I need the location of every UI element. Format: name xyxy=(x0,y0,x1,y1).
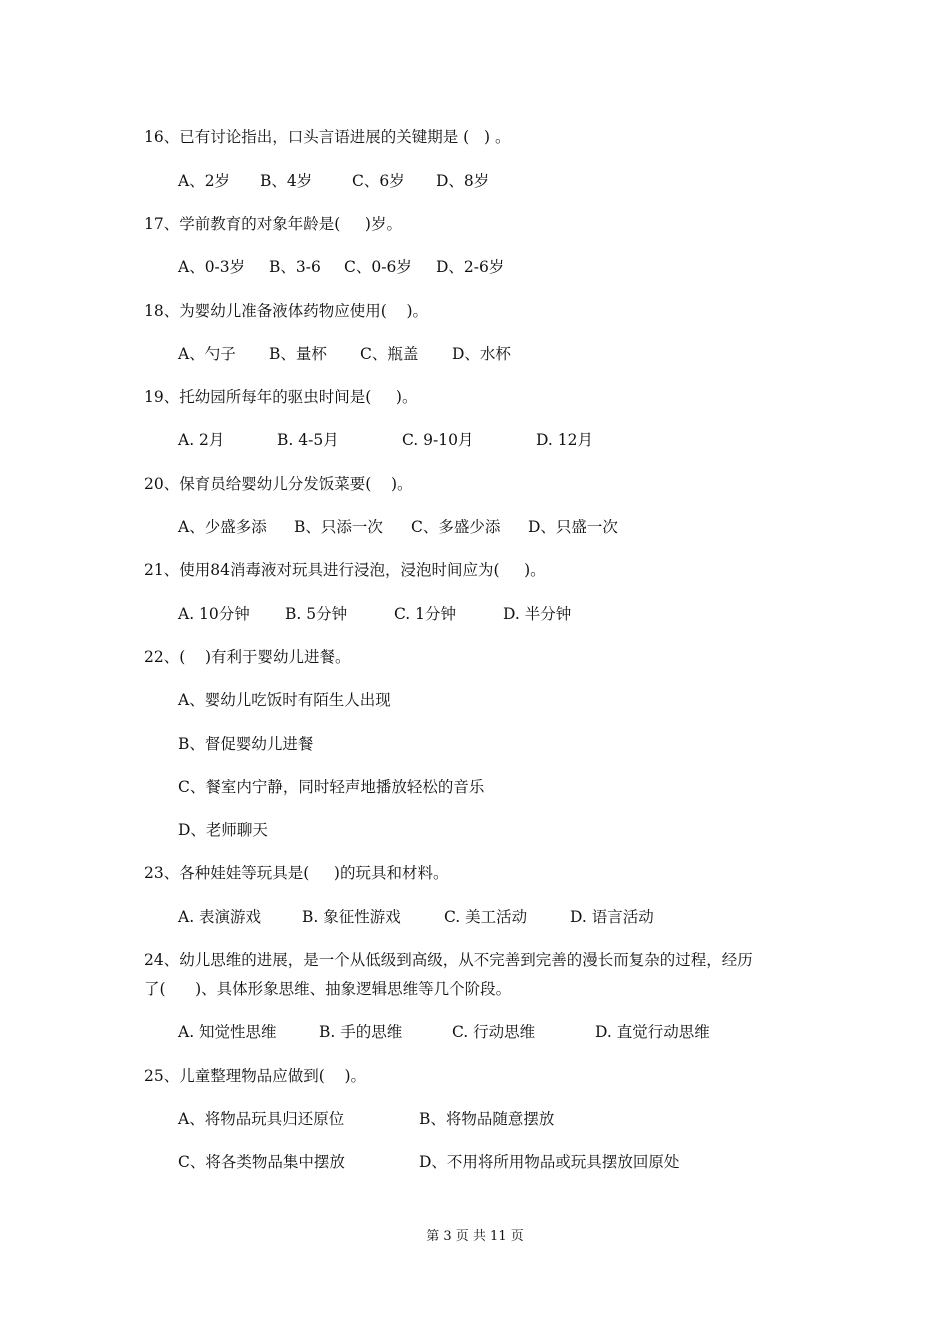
option-b: B、只添一次 xyxy=(294,518,383,536)
question-22-option-b: B、督促婴幼儿进餐 xyxy=(178,735,314,753)
question-23: 23、各种娃娃等玩具是( )的玩具和材料。 xyxy=(144,864,449,882)
option-c: C、0-6岁 xyxy=(344,258,412,276)
question-22-option-a: A、婴幼儿吃饭时有陌生人出现 xyxy=(178,691,391,709)
option-b: B、将物品随意摆放 xyxy=(419,1110,555,1128)
question-24-line-1: 24、幼儿思维的进展，是一个从低级到高级，从不完善到完善的漫长而复杂的过程，经历 xyxy=(144,951,753,969)
question-18: 18、为婴幼儿准备液体药物应使用( )。 xyxy=(144,302,429,320)
option-b: B、4岁 xyxy=(260,172,313,190)
option-b: B. 4-5月 xyxy=(277,431,339,449)
option-a: A、勺子 xyxy=(178,345,236,363)
page-footer: 第 3 页 共 11 页 xyxy=(426,1229,524,1244)
option-b: B. 手的思维 xyxy=(319,1023,403,1041)
option-c: C、瓶盖 xyxy=(360,345,419,363)
option-d: D. 语言活动 xyxy=(570,908,654,926)
option-d: D、水杯 xyxy=(452,345,511,363)
question-25-options-row-2 xyxy=(178,1152,680,1232)
option-a: A、2岁 xyxy=(178,172,231,190)
option-b: B. 5分钟 xyxy=(285,605,348,623)
option-c: C. 美工活动 xyxy=(444,908,528,926)
option-a: A、将物品玩具归还原位 xyxy=(178,1110,345,1128)
option-d: D、8岁 xyxy=(436,172,490,190)
option-d: D、只盛一次 xyxy=(528,518,618,536)
option-d: D、2-6岁 xyxy=(436,258,505,276)
option-b: B. 象征性游戏 xyxy=(302,908,401,926)
question-22: 22、( )有利于婴幼儿进餐。 xyxy=(144,648,351,666)
option-b: B、3-6 xyxy=(269,258,321,276)
question-22-option-d: D、老师聊天 xyxy=(178,821,268,839)
option-c: C、将各类物品集中摆放 xyxy=(178,1153,345,1171)
option-a: A、0-3岁 xyxy=(178,258,246,276)
option-c: C、6岁 xyxy=(352,172,405,190)
option-d: D. 半分钟 xyxy=(503,605,572,623)
option-c: C. 9-10月 xyxy=(402,431,474,449)
option-d: D. 直觉行动思维 xyxy=(595,1023,710,1041)
question-20: 20、保育员给婴幼儿分发饭菜要( )。 xyxy=(144,475,413,493)
option-a: A. 2月 xyxy=(178,431,225,449)
option-a: A、少盛多添 xyxy=(178,518,267,536)
option-a: A. 10分钟 xyxy=(178,605,250,623)
option-c: C. 行动思维 xyxy=(452,1023,536,1041)
option-d: D. 12月 xyxy=(536,431,593,449)
question-21: 21、使用84消毒液对玩具进行浸泡，浸泡时间应为( )。 xyxy=(144,561,546,579)
option-a: A. 知觉性思维 xyxy=(178,1023,277,1041)
question-25: 25、儿童整理物品应做到( )。 xyxy=(144,1067,367,1085)
option-c: C. 1分钟 xyxy=(394,605,457,623)
option-d: D、不用将所用物品或玩具摆放回原处 xyxy=(419,1153,680,1171)
question-24-line-2: 了( )、具体形象思维、抽象逻辑思维等几个阶段。 xyxy=(144,980,512,998)
question-19: 19、托幼园所每年的驱虫时间是( )。 xyxy=(144,388,418,406)
option-a: A. 表演游戏 xyxy=(178,908,262,926)
question-16: 16、已有讨论指出，口头言语进展的关键期是 ( ) 。 xyxy=(144,128,511,146)
question-17: 17、学前教育的对象年龄是( )岁。 xyxy=(144,215,402,233)
question-22-option-c: C、餐室内宁静，同时轻声地播放轻松的音乐 xyxy=(178,778,485,796)
option-b: B、量杯 xyxy=(269,345,327,363)
option-c: C、多盛少添 xyxy=(411,518,501,536)
